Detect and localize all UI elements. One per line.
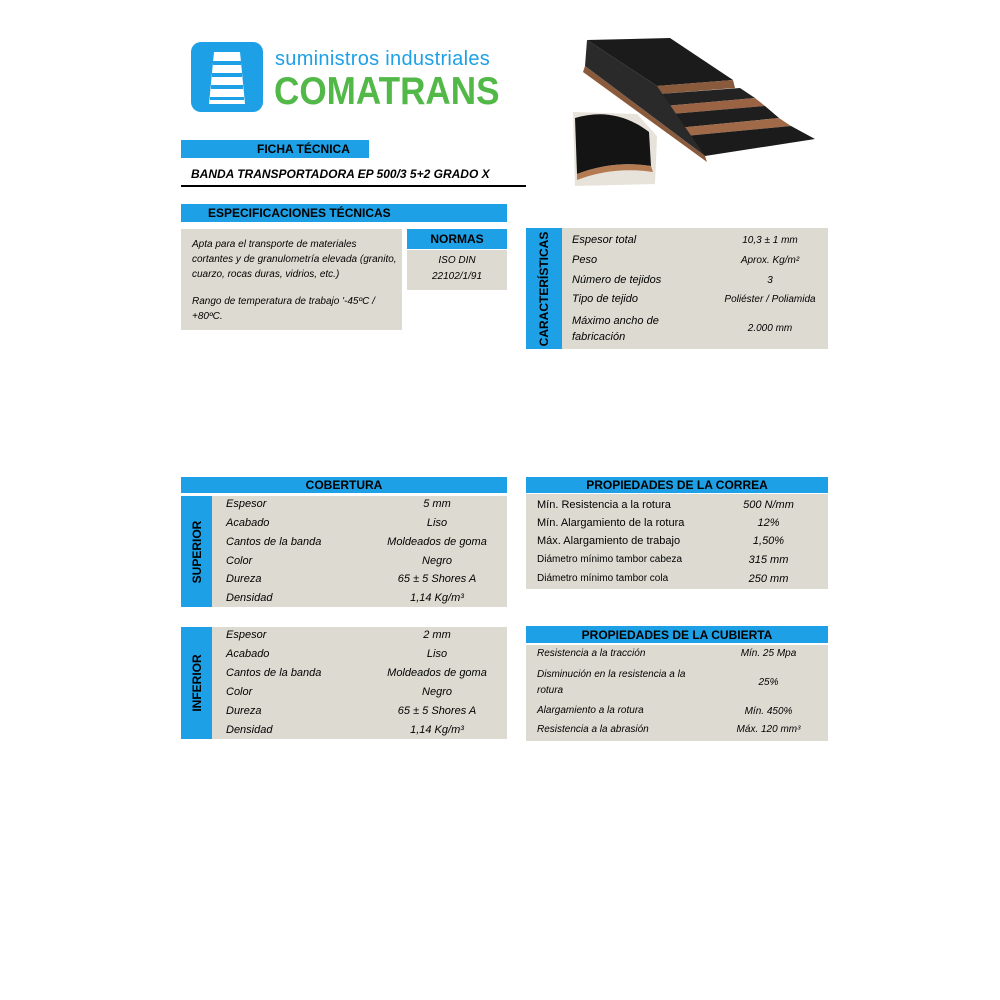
correa-val-1: 12% — [757, 517, 780, 529]
inferior-label: INFERIOR — [189, 654, 204, 712]
car-key-0: Espesor total — [572, 234, 637, 246]
cub-key-0: Resistencia a la tracción — [537, 648, 646, 659]
inf-val-2: Moldeados de goma — [387, 667, 487, 679]
cub-key-2: Alargamiento a la rotura — [537, 705, 644, 716]
car-val-3: Poliéster / Poliamida — [724, 294, 816, 305]
correa-table — [526, 494, 828, 589]
sup-key-4: Dureza — [226, 573, 262, 585]
product-title: BANDA TRANSPORTADORA EP 500/3 5+2 GRADO X — [191, 167, 490, 181]
inf-val-4: 65 ± 5 Shores A — [397, 705, 477, 717]
inferior-table — [212, 627, 507, 739]
normas-line2: 22102/1/91 — [431, 271, 483, 282]
inf-key-3: Color — [226, 686, 253, 698]
car-key-4: Máximo ancho de fabricación — [572, 315, 659, 343]
normas-box — [407, 250, 507, 290]
sup-val-4: 65 ± 5 Shores A — [397, 573, 477, 585]
superior-table — [212, 496, 507, 607]
caracteristicas-label: CARACTERÍSTICAS — [537, 231, 551, 346]
sup-key-0: Espesor — [226, 498, 267, 510]
especificaciones-header — [181, 204, 507, 222]
car-val-2: 3 — [767, 275, 773, 286]
normas-header — [407, 229, 507, 249]
correa-key-0: Mín. Resistencia a la rotura — [537, 499, 671, 511]
inf-key-0: Espesor — [226, 629, 267, 641]
cubierta-title: PROPIEDADES DE LA CUBIERTA — [581, 628, 773, 642]
car-val-0: 10,3 ± 1 mm — [742, 235, 798, 246]
correa-key-2: Máx. Alargamiento de trabajo — [537, 535, 681, 547]
caracteristicas-table — [562, 228, 828, 349]
sup-key-3: Color — [226, 555, 253, 567]
inf-key-4: Dureza — [226, 705, 262, 717]
car-key-1: Peso — [572, 254, 598, 266]
specs-description-box — [181, 229, 402, 330]
correa-key-1: Mín. Alargamiento de la rotura — [537, 517, 685, 529]
cobertura-header — [181, 477, 507, 493]
caracteristicas-label-bar — [526, 228, 562, 349]
sup-val-0: 5 mm — [423, 498, 451, 510]
cub-val-2: Mín. 450% — [744, 706, 793, 717]
inferior-label-bar — [181, 627, 212, 739]
specs-description-1: Apta para el transporte de materiales cortantes y de granulometría elevada (granito, cuarzo, rocas duras, vidrios, etc.) — [192, 239, 397, 280]
correa-val-2: 1,50% — [752, 535, 785, 547]
superior-label: SUPERIOR — [189, 520, 204, 583]
sup-val-3: Negro — [422, 555, 452, 567]
cub-val-0: Mín. 25 Mpa — [740, 648, 797, 659]
conveyor-belt-image — [565, 36, 820, 188]
cubierta-table — [526, 645, 828, 741]
sup-val-1: Liso — [426, 517, 448, 529]
sup-val-5: 1,14 Kg/m³ — [410, 592, 464, 604]
correa-val-4: 250 mm — [748, 573, 789, 585]
sup-val-2: Moldeados de goma — [387, 536, 487, 548]
correa-key-4: Diámetro mínimo tambor cola — [537, 573, 669, 584]
cub-key-3: Resistencia a la abrasión — [537, 724, 649, 735]
especificaciones-label: ESPECIFICACIONES TÉCNICAS — [208, 206, 391, 220]
inf-key-1: Acabado — [226, 648, 270, 660]
car-val-1: Aprox. Kg/m² — [740, 255, 800, 266]
inf-val-1: Liso — [426, 648, 448, 660]
brand-logo — [191, 42, 501, 114]
ficha-tecnica-label: FICHA TÉCNICA — [257, 142, 350, 156]
inf-key-5: Densidad — [226, 724, 273, 736]
inf-val-3: Negro — [422, 686, 452, 698]
brand-line1: suministros industriales — [275, 48, 491, 70]
sup-key-2: Cantos de la banda — [226, 536, 322, 548]
cubierta-header — [526, 626, 828, 643]
superior-label-bar — [181, 496, 212, 607]
inf-val-0: 2 mm — [423, 629, 451, 641]
inf-key-2: Cantos de la banda — [226, 667, 322, 679]
car-key-2: Número de tejidos — [572, 274, 662, 286]
correa-key-3: Diámetro mínimo tambor cabeza — [537, 554, 683, 565]
sup-key-5: Densidad — [226, 592, 273, 604]
inf-val-5: 1,14 Kg/m³ — [410, 724, 464, 736]
normas-title: NORMAS — [430, 232, 484, 246]
correa-val-0: 500 N/mm — [743, 499, 794, 511]
car-key-3: Tipo de tejido — [572, 293, 638, 305]
cobertura-title: COBERTURA — [305, 478, 383, 492]
correa-title: PROPIEDADES DE LA CORREA — [586, 478, 768, 492]
logo-mark-icon — [191, 42, 263, 112]
correa-val-3: 315 mm — [748, 554, 789, 566]
brand-line2: COMATRANS — [274, 70, 500, 113]
cub-key-1: Disminución en la resistencia a la rotura — [537, 669, 686, 696]
car-val-4: 2.000 mm — [747, 323, 793, 334]
title-divider — [181, 185, 526, 187]
correa-header — [526, 477, 828, 493]
normas-line1: ISO DIN — [438, 255, 476, 266]
cub-val-1: 25% — [758, 677, 779, 688]
specs-description-2: Rango de temperatura de trabajo '-45ºC / +80ºC. — [192, 296, 375, 322]
ficha-tecnica-header — [181, 140, 369, 158]
sup-key-1: Acabado — [226, 517, 270, 529]
cub-val-3: Máx. 120 mm³ — [736, 724, 801, 735]
